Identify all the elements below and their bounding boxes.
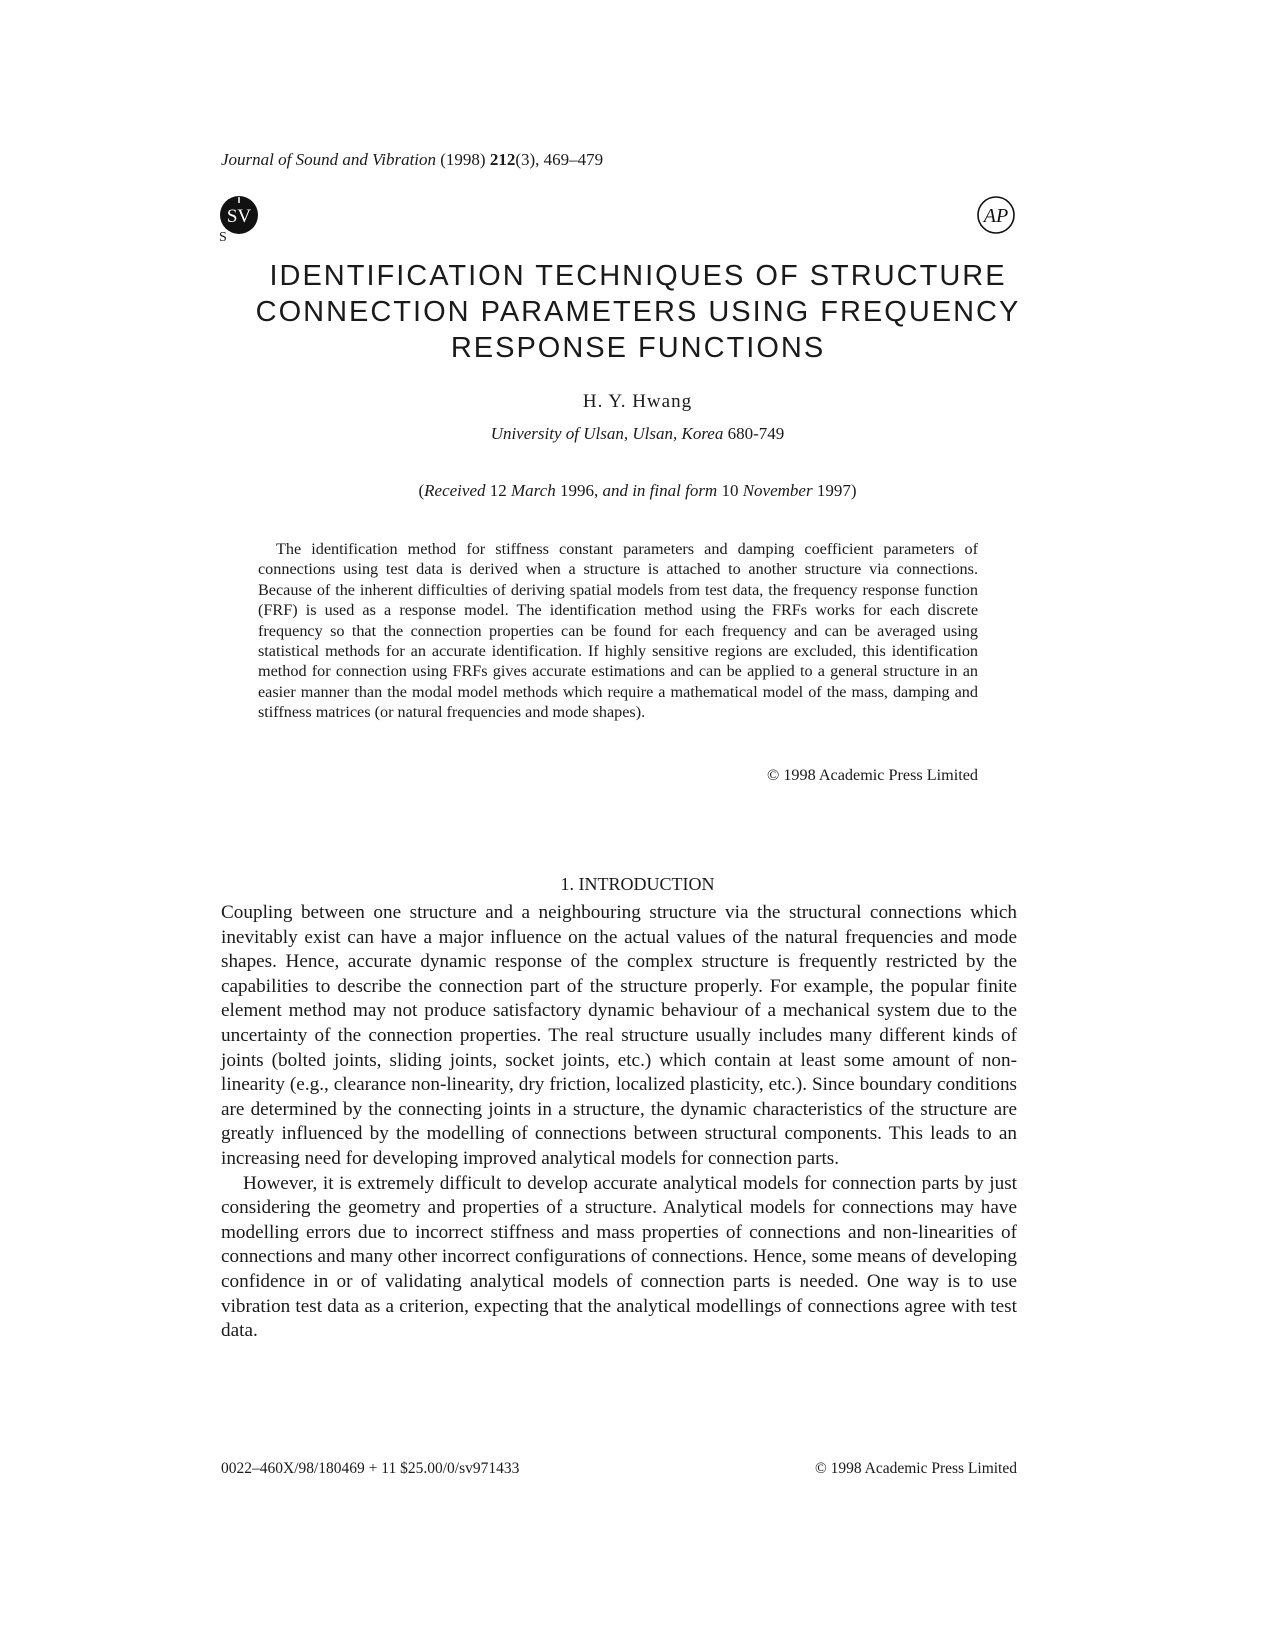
sv-logo-text: SV xyxy=(226,206,252,227)
journal-issue-pages: (3), 469–479 xyxy=(515,150,604,169)
received-open: ( xyxy=(418,481,425,500)
title-line: CONNECTION PARAMETERS USING FREQUENCY xyxy=(255,296,1021,328)
ap-logo-icon xyxy=(976,195,1016,235)
paragraph: However, it is extremely difficult to develop accurate analytical models for connection parts by just considering the geometry and properties of a structure. Analytical models for connections may have modelling errors due to incorrect stiffness and mass properties of connections and non-linearities of connections and many other incorrect configurations of connections. Hence, some means of developing confidence in or of validating analytical models of connection parts is needed. One way is to use vibration test data as a criterion, expecting that the analytical modellings of connections agree with test data. xyxy=(221,1172,1017,1342)
journal-citation xyxy=(221,150,603,170)
section-body xyxy=(221,901,1017,1344)
sv-logo-icon xyxy=(219,195,263,243)
author-affiliation xyxy=(0,424,1275,444)
received-dates xyxy=(0,481,1275,501)
journal-year: (1998) xyxy=(440,150,486,169)
abstract-text: The identification method for stiffness constant parameters and damping coefficient parameters of connections using test data is derived when a structure is attached to another structure via connections. Because of the inherent difficulties of deriving spatial models from test data, the frequency response function (FRF) is used as a response model. The identification method using the FRFs works for each discrete frequency so that the connection properties can be found for each frequency and can be averaged using statistical methods for an accurate identification. If highly sensitive regions are excluded, this identification method for connection using FRFs gives accurate estimations and can be applied to a general structure in an easier manner than the modal model methods which require a mathematical model of the mass, damping and stiffness matrices (or natural frequencies and mode shapes). xyxy=(258,540,978,722)
final-month: November xyxy=(742,481,813,500)
affiliation-code: 680-749 xyxy=(723,424,785,443)
journal-name: Journal of Sound and Vibration xyxy=(221,150,437,169)
paragraph: Coupling between one structure and a neighbouring structure via the structural connections which inevitably exist can have a major influence on the actual values of the natural frequencies and mode shapes. Hence, accurate dynamic response of the complex structure is frequently restricted by the capabilities to describe the connection part of the structure properly. For example, the popular finite element method may not produce satisfactory dynamic behaviour of a mechanical system due to the uncertainty of the connection properties. The real structure usually includes many different kinds of joints (bolted joints, sliding joints, socket joints, etc.) which contain at least some amount of non-linearity (e.g., clearance non-linearity, dry friction, localized plasticity, etc.). Since boundary conditions are determined by the connecting joints in a structure, the dynamic characteristics of the structure are greatly influenced by the modelling of connections between structural components. This leads to an increasing need for developing improved analytical models for connection parts. xyxy=(221,902,1017,1169)
footer-code: 0022–460X/98/180469 + 11 $25.00/0/sv971433 xyxy=(221,1460,520,1477)
title-line: IDENTIFICATION TECHNIQUES OF STRUCTURE xyxy=(269,260,1007,292)
section-heading: 1. INTRODUCTION xyxy=(560,874,715,894)
article-title xyxy=(230,258,1046,366)
final-label: and in final form xyxy=(602,481,718,500)
journal-volume: 212 xyxy=(489,150,516,169)
footer-copyright: © 1998 Academic Press Limited xyxy=(814,1460,1017,1477)
abstract-copyright: © 1998 Academic Press Limited xyxy=(766,766,978,784)
affiliation-name: University of Ulsan, Ulsan, Korea xyxy=(490,424,724,443)
received-year: 1996, xyxy=(555,481,603,500)
received-day: 12 xyxy=(485,481,511,500)
final-day: 10 xyxy=(717,481,743,500)
sv-logo-subtext: S xyxy=(219,230,227,243)
title-line: RESPONSE FUNCTIONS xyxy=(450,332,826,364)
author-name: H. Y. Hwang xyxy=(582,391,693,412)
final-year: 1997) xyxy=(812,481,857,500)
ap-logo-text: AP xyxy=(983,205,1009,227)
received-month: March xyxy=(511,481,556,500)
received-label: Received xyxy=(424,481,486,500)
